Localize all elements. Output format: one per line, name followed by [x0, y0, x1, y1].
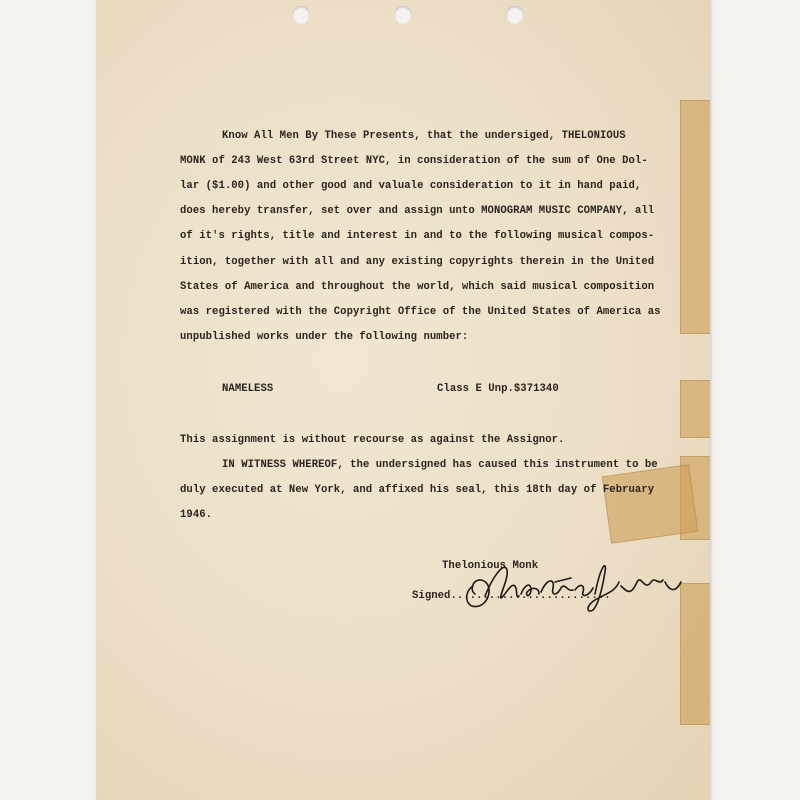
punch-hole: [292, 6, 310, 24]
tape-strip: [680, 100, 710, 334]
witness-line-2: duly executed at New York, and affixed his seal, this 18th day of February: [180, 484, 655, 496]
composition-title: NAMELESS: [222, 383, 274, 395]
tape-strips: [680, 0, 710, 800]
typed-signatory-name: Thelonious Monk: [442, 560, 539, 572]
tape-strip: [602, 464, 699, 544]
body-line-5: of it's rights, title and interest in and to the following musical compos-: [180, 230, 655, 242]
document-sheet: [96, 0, 710, 800]
recourse-line: This assignment is without recourse as against the Assignor.: [180, 434, 565, 446]
witness-line-3: 1946.: [180, 509, 213, 521]
punch-hole: [506, 6, 524, 24]
body-line-6: ition, together with all and any existing copyrights therein in the United: [180, 256, 655, 268]
body-line-9: unpublished works under the following number:: [180, 331, 469, 343]
body-line-1: Know All Men By These Presents, that the undersiged, THELONIOUS: [222, 130, 626, 142]
body-line-3: lar ($1.00) and other good and valuale consideration to it in hand paid,: [180, 180, 642, 192]
body-line-8: was registered with the Copyright Office of the United States of America as: [180, 306, 661, 318]
body-line-2: MONK of 243 West 63rd Street NYC, in consideration of the sum of One Dol-: [180, 155, 648, 167]
witness-line-1: IN WITNESS WHEREOF, the undersigned has caused this instrument to be: [222, 459, 658, 471]
signed-label: Signed.........................: [412, 590, 611, 602]
composition-class-number: Class E Unp.$371340: [437, 383, 559, 395]
body-line-4: does hereby transfer, set over and assign unto MONOGRAM MUSIC COMPANY, all: [180, 205, 655, 217]
body-line-7: States of America and throughout the world, which said musical composition: [180, 281, 655, 293]
handwritten-signature: [455, 552, 705, 622]
punch-hole: [394, 6, 412, 24]
tape-strip: [680, 380, 710, 438]
